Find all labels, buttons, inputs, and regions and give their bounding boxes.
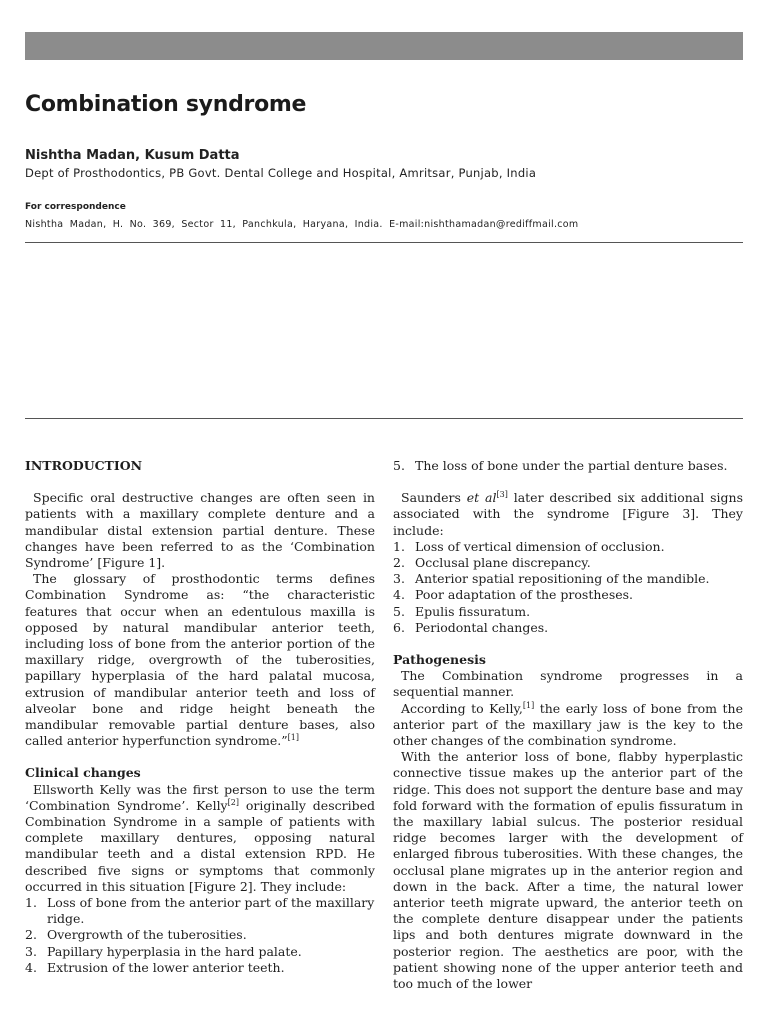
- correspondence-label: For correspondence: [25, 202, 126, 212]
- pathogenesis-paragraph-2: According to Kelly,[1] the early loss of bone from the anterior part of the maxillary jaw is the key to the other changes of the combination syndrome.: [393, 700, 743, 749]
- pathogenesis-paragraph-3: With the anterior loss of bone, flabby hyperplastic connective tissue makes up the anterior part of the ridge. This does not support the denture base and may fold forward with the formation of epulis fissuratum in the maxillary labial sulcus. The posterior residual ridge becomes larger with the development of enlarged fibrous tuberosities. With these changes, the occlusal plane migrates up in the anterior region and down in the back. After a time, the natural lower anterior teeth migrate upward, the anterior teeth on the complete denture disappear under the patients lips and both dentures migrate downward in the posterior region. The aesthetics are poor, with the patient showing none of the upper anterior teeth and too much of the lower: [393, 749, 743, 992]
- header-bar: [25, 32, 743, 60]
- left-column: [25, 458, 375, 976]
- pathogenesis-heading: Pathogenesis: [393, 652, 486, 668]
- clinical-changes-heading: Clinical changes: [25, 765, 141, 781]
- list-item: 1. Loss of bone from the anterior part of the maxillary ridge.: [25, 895, 375, 927]
- list-item: 4. Extrusion of the lower anterior teeth.: [25, 959, 285, 975]
- pathogenesis-paragraph-1: The Combination syndrome progresses in a sequential manner.: [393, 668, 743, 700]
- introduction-heading: INTRODUCTION: [25, 458, 143, 473]
- list-item: 2. Occlusal plane discrepancy.: [393, 555, 591, 571]
- correspondence-text: Nishtha Madan, H. No. 369, Sector 11, Panchkula, Haryana, India. E-mail:nishthamadan@rediffmail.com: [25, 219, 579, 230]
- list-item: 2. Overgrowth of the tuberosities.: [25, 927, 247, 943]
- list-item: 6. Periodontal changes.: [393, 619, 549, 635]
- divider-bottom: [25, 418, 743, 419]
- list-item: 4. Poor adaptation of the prostheses.: [393, 587, 634, 603]
- affiliation: Dept of Prosthodontics, PB Govt. Dental College and Hospital, Amritsar, Punjab, India: [25, 166, 537, 180]
- citation: [3]: [496, 490, 508, 500]
- clinical-paragraph: Ellsworth Kelly was the first person to use the term ‘Combination Syndrome’. Kelly[2] originally described Combination Syndrome in a sample of patients with complete maxillary dentures, opposing natural mandibular teeth and a distal extension RPD. He described five signs or symptoms that commonly occurred in this situation [Figure 2]. They include:: [25, 781, 375, 894]
- intro-paragraph-2: The glossary of prosthodontic terms defines Combination Syndrome as: “the characteristic features that occur when an edentulous maxilla is opposed by natural mandibular anterior teeth, including loss of bone from the anterior portion of the maxillary ridge, overgrowth of the tuberosities, papillary hyperplasia of the hard palatal mucosa, extrusion of mandibular anterior teeth and loss of alveolar bone and ridge height beneath the mandibular removable partial denture bases, also called anterior hyperfunction syndrome.”[1]: [25, 571, 375, 749]
- saunders-paragraph: Saunders et al[3] later described six additional signs associated with the syndrome [Figure 3]. They include:: [393, 490, 743, 538]
- list-item: 5. The loss of bone under the partial denture bases.: [393, 458, 728, 473]
- citation: [1]: [287, 733, 299, 743]
- intro-paragraph-1: Specific oral destructive changes are often seen in patients with a maxillary complete denture and a mandibular distal extension partial denture. These changes have been referred to as the ‘Combination Syndrome’ [Figure 1].: [25, 490, 375, 571]
- authors: Nishtha Madan, Kusum Datta: [25, 148, 240, 163]
- right-column: [393, 458, 743, 992]
- saunders-signs-list: [393, 539, 743, 636]
- list-item: 1. Loss of vertical dimension of occlusion.: [393, 538, 665, 554]
- citation: [2]: [227, 797, 239, 807]
- article-title: Combination syndrome: [25, 92, 307, 117]
- list-item: 3. Papillary hyperplasia in the hard palate.: [25, 943, 302, 959]
- list-item: 5. Epulis fissuratum.: [393, 603, 531, 619]
- divider-top: [25, 242, 743, 243]
- citation: [1]: [522, 700, 535, 710]
- list-item: 3. Anterior spatial repositioning of the mandible.: [393, 571, 710, 587]
- kelly-signs-list-continued: [393, 458, 743, 474]
- kelly-signs-list: [25, 895, 375, 976]
